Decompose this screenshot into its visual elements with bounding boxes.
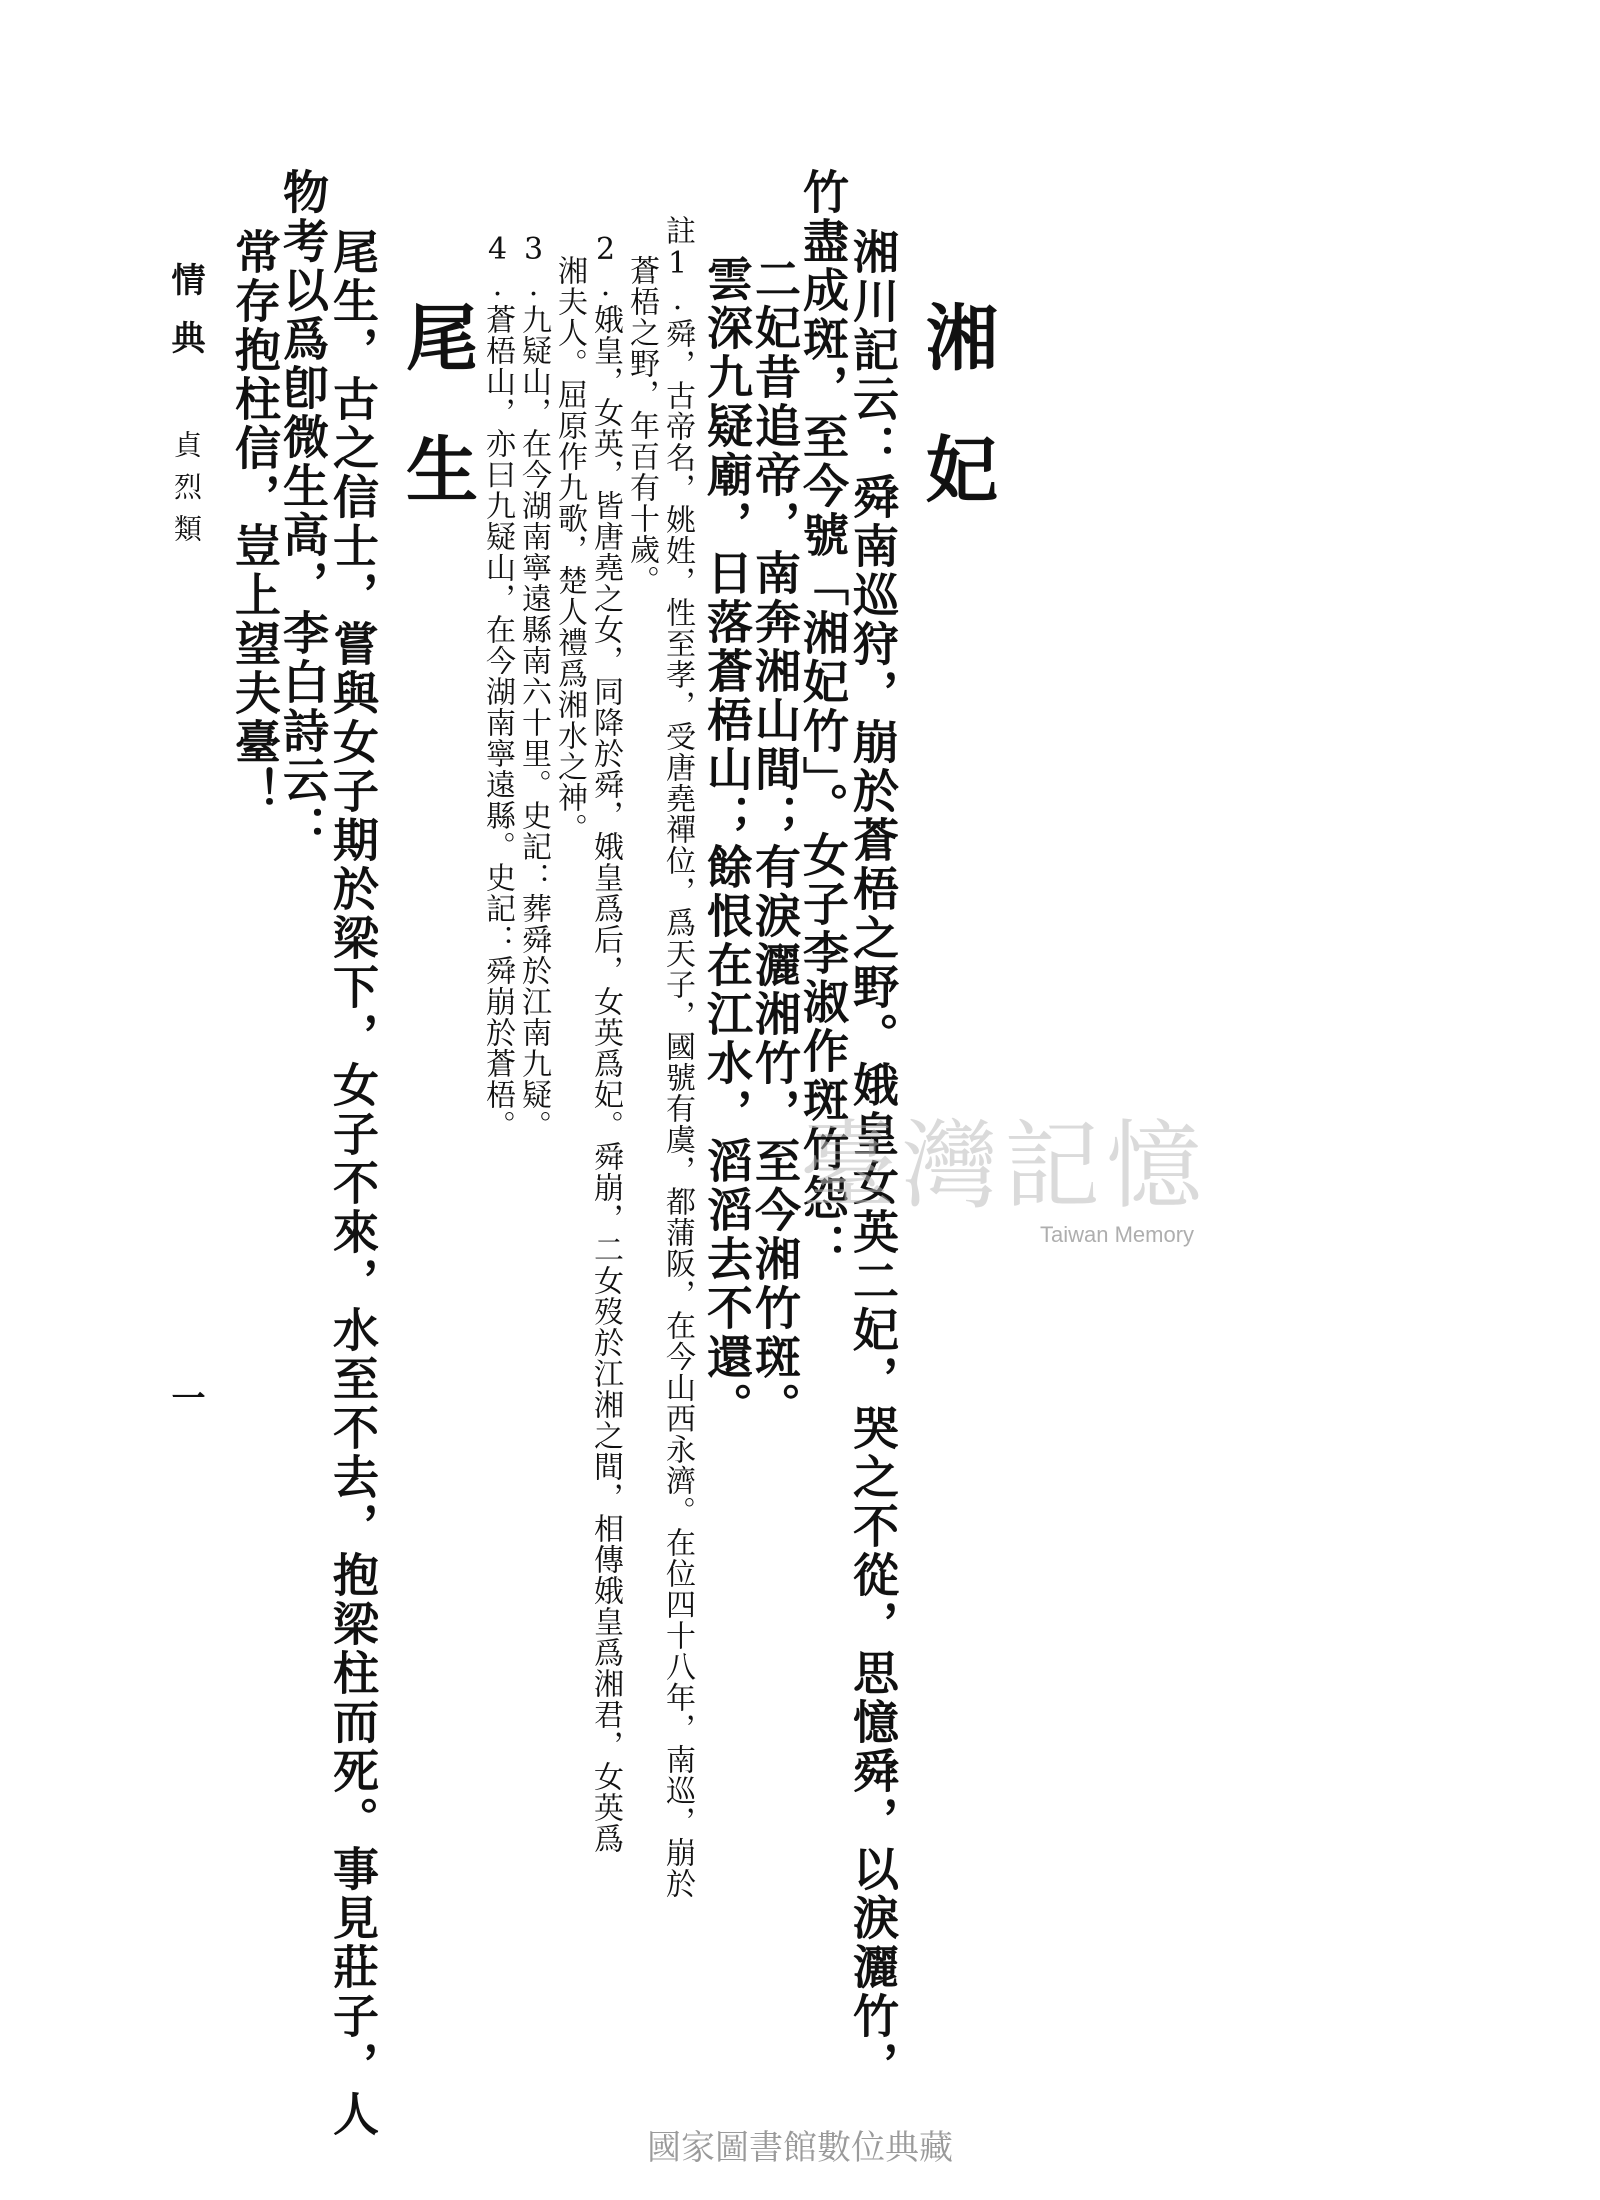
poem-line: 雲深九疑廟，日落蒼梧山；餘恨在江水，滔滔去不還。 <box>700 255 754 1431</box>
note-line: 蒼梧之野，年百有十歲。 <box>624 255 659 596</box>
text-line: 竹盡成斑，至今號「湘妃竹」。女子李淑作斑竹怨： <box>796 168 850 1272</box>
note-line: 湘夫人。屈原作九歌，楚人禮爲湘水之神。 <box>552 255 587 844</box>
page-number: 一 <box>165 1380 205 1438</box>
section-title-xiangfei: 湘妃 <box>914 300 999 564</box>
note-line: 2.娥皇，女英，皆唐堯之女，同降於舜，娥皇爲后，女英爲妃。舜崩，二女歿於江湘之間，相傳娥皇爲湘君，女英爲 <box>588 232 623 1854</box>
text-line: 湘川記云：舜南巡狩，崩於蒼梧之野。娥皇女英二妃，哭之不從，思憶舜，以淚灑竹， <box>846 228 900 2090</box>
footer-archive-label: 國家圖書館數位典藏 <box>647 2128 953 2168</box>
section-title-weisheng: 尾生 <box>394 300 479 564</box>
note-line: 註1.舜，古帝名，姚姓，性至孝，受唐堯禪位，爲天子，國號有虞，都蒲阪，在今山西永濟。在位四十八年，南巡，崩於 <box>660 215 695 1899</box>
category-label: 貞烈類 <box>170 430 203 556</box>
poem-line: 二妃昔追帝，南奔湘山間；有淚灑湘竹，至今湘竹斑。 <box>748 255 802 1431</box>
note-line: 4.蒼梧山，亦曰九疑山，在今湖南寧遠縣。史記：舜崩於蒼梧。 <box>480 232 515 1141</box>
text-line: 尾生，古之信士，嘗與女子期於梁下，女子不來，水至不去，抱梁柱而死。事見莊子，人 <box>326 228 380 2139</box>
book-title: 情典 <box>165 262 205 378</box>
note-line: 3.九疑山，在今湖南寧遠縣南六十里。史記：葬舜於江南九疑。 <box>516 232 551 1141</box>
poem-line: 常存抱柱信，豈上望夫臺！ <box>228 228 282 816</box>
watermark-text: Taiwan Memory <box>1040 1222 1195 1247</box>
text-line: 物考以爲卽微生高，李白詩云： <box>276 168 330 854</box>
watermark-logo: 臺灣記憶 <box>800 1110 1208 1222</box>
